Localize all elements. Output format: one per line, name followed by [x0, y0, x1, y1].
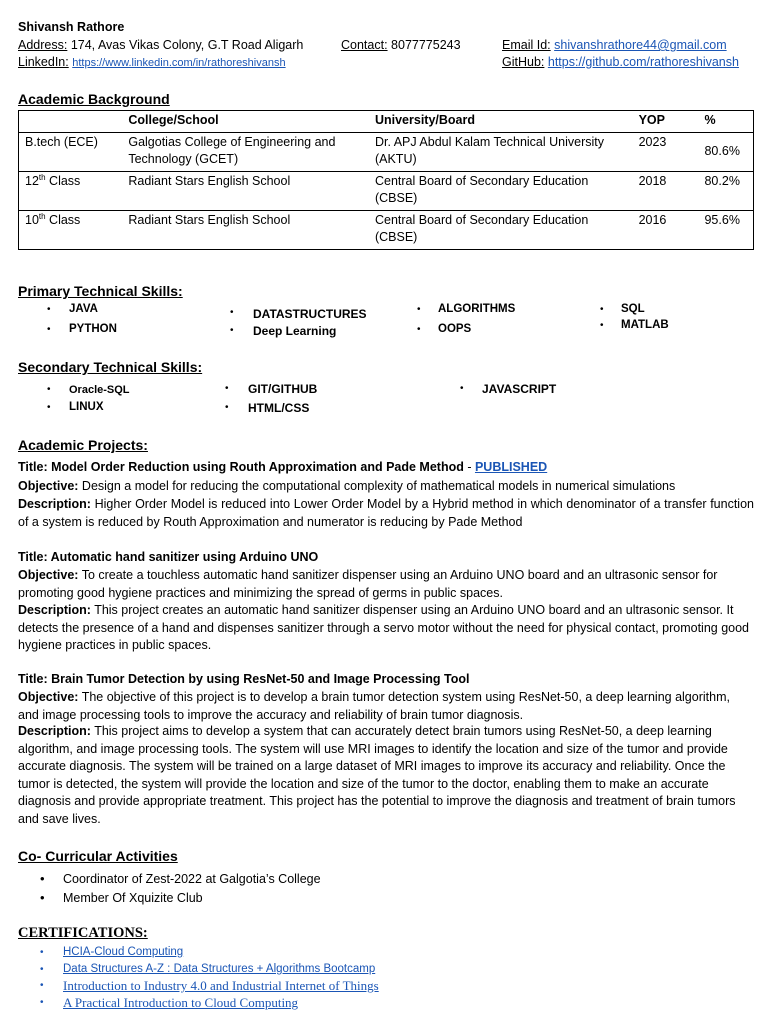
contact-value: 8077775243 — [391, 38, 461, 52]
bullet-icon: • — [225, 383, 229, 394]
bullet-icon: • — [230, 325, 234, 336]
project-title-text: Model Order Reduction using Routh Approximation and Pade Method — [51, 460, 464, 474]
bullet-icon: • — [40, 947, 44, 958]
skill-item: JAVA — [69, 303, 98, 315]
description-label: Description: — [18, 497, 91, 511]
degree-rest: Class — [45, 213, 81, 227]
percent-cell: 80.6% — [698, 133, 753, 172]
description-text: Higher Order Model is reduced into Lower Order Model by a Hybrid method in which denominator of a transfer function of a system is reduced by Routh Approximation and numerator is reducing by Pade Method — [18, 497, 754, 529]
objective-text: The objective of this project is to develop a brain tumor detection system using ResNet-50, a deep learning algorithm, and image processing tools to improve the accuracy and reliability of brain tumor diagnosis. — [18, 690, 730, 722]
linkedin-line — [18, 54, 286, 72]
objective-label: Objective: — [18, 479, 79, 493]
email-label: Email Id: — [502, 38, 551, 52]
title-label: Title: — [18, 672, 48, 686]
bullet-icon: • — [40, 964, 44, 975]
contact-line — [341, 37, 461, 54]
project-objective — [18, 567, 754, 602]
bullet-icon: • — [40, 890, 45, 905]
table-row — [19, 133, 754, 172]
skill-item: HTML/CSS — [248, 401, 310, 415]
co-curricular-heading: Co- Curricular Activities — [18, 848, 178, 864]
bullet-icon: • — [47, 304, 51, 315]
bullet-icon: • — [40, 980, 44, 991]
project-description — [18, 602, 754, 655]
address-label: Address: — [18, 38, 68, 52]
bullet-icon: • — [417, 324, 421, 335]
project-description — [18, 496, 754, 531]
degree-cell — [19, 211, 123, 250]
bullet-icon: • — [417, 304, 421, 315]
bullet-icon: • — [47, 324, 51, 335]
description-text: This project creates an automatic hand sanitizer dispenser using an Arduino UNO board and an ultrasonic sensor. It detects the presence of a hand and dispenses sanitizer through a servo motor without the need for physical contact, promoting good hygiene practices in public spaces. — [18, 603, 749, 652]
academic-heading: Academic Background — [18, 91, 170, 107]
address-line — [18, 37, 303, 54]
title-label: Title: — [18, 460, 48, 474]
project-title — [18, 459, 547, 476]
skill-item: PYTHON — [69, 323, 117, 335]
email-link[interactable]: shivanshrathore44@gmail.com — [554, 38, 727, 52]
bullet-icon: • — [225, 402, 229, 413]
bullet-icon: • — [600, 304, 604, 315]
skill-item: Oracle-SQL — [69, 384, 130, 396]
academic-table — [18, 110, 754, 250]
bullet-icon: • — [47, 402, 51, 413]
skill-item: Deep Learning — [253, 324, 337, 338]
certification-link[interactable]: Data Structures A-Z : Data Structures + Algorithms Bootcamp — [63, 963, 376, 975]
table-row — [19, 172, 754, 211]
projects-heading: Academic Projects: — [18, 437, 148, 453]
contact-label: Contact: — [341, 38, 388, 52]
skill-item: JAVASCRIPT — [482, 382, 557, 396]
linkedin-label: LinkedIn: — [18, 55, 69, 69]
objective-text: Design a model for reducing the computational complexity of mathematical models in numerical simulations — [81, 479, 676, 493]
degree-rest: Class — [45, 174, 81, 188]
percent-cell: 95.6% — [698, 211, 753, 250]
table-header: University/Board — [369, 111, 633, 133]
activity-item: Member Of Xquizite Club — [63, 891, 203, 905]
skill-item: MATLAB — [621, 319, 669, 331]
table-header — [19, 111, 123, 133]
college-cell: Radiant Stars English School — [122, 172, 369, 211]
certification-link[interactable]: Introduction to Industry 4.0 and Industrial Internet of Things — [63, 978, 379, 993]
degree-cell — [19, 172, 123, 211]
github-link[interactable]: https://github.com/rathoreshivansh — [547, 55, 739, 69]
skill-item: OOPS — [438, 323, 472, 335]
bullet-icon: • — [600, 320, 604, 331]
table-header: College/School — [122, 111, 369, 133]
skill-item: SQL — [621, 303, 645, 315]
board-cell: Central Board of Secondary Education (CBSE) — [369, 211, 633, 250]
skill-item: DATASTRUCTURES — [253, 307, 367, 321]
degree-cell: B.tech (ECE) — [19, 133, 123, 172]
project-title-text: Automatic hand sanitizer using Arduino UNO — [50, 550, 319, 564]
bullet-icon: • — [460, 383, 464, 394]
bullet-icon: • — [40, 997, 44, 1008]
project-description — [18, 723, 754, 828]
objective-label: Objective: — [18, 568, 79, 582]
project-objective — [18, 478, 754, 496]
project-title-text: Brain Tumor Detection by using ResNet-50 and Image Processing Tool — [51, 672, 470, 686]
bullet-icon: • — [47, 384, 51, 395]
percent-cell: 80.2% — [698, 172, 753, 211]
project-title — [18, 549, 318, 566]
project-title — [18, 671, 470, 688]
objective-label: Objective: — [18, 690, 79, 704]
yop-cell: 2018 — [633, 172, 699, 211]
certifications-heading: CERTIFICATIONS: — [18, 925, 148, 941]
degree-suffix: th — [38, 211, 46, 221]
bullet-icon: • — [230, 307, 234, 318]
candidate-name: Shivansh Rathore — [18, 20, 125, 34]
linkedin-link[interactable]: https://www.linkedin.com/in/rathoreshivansh — [72, 57, 286, 69]
table-row — [19, 211, 754, 250]
yop-cell: 2023 — [633, 133, 699, 172]
objective-text: To create a touchless automatic hand sanitizer dispenser using an Arduino UNO board and an ultrasonic sensor for promoting good hygiene practices and minimizing the spread of germs in public spaces. — [18, 568, 718, 600]
github-line — [502, 54, 739, 71]
skill-item: ALGORITHMS — [438, 303, 516, 315]
activity-item: Coordinator of Zest-2022 at Galgotia’s College — [63, 872, 321, 886]
published-link[interactable]: PUBLISHED — [474, 460, 548, 474]
bullet-icon: • — [40, 871, 45, 886]
certification-link[interactable]: A Practical Introduction to Cloud Computing — [63, 995, 299, 1010]
skill-item: LINUX — [69, 401, 104, 413]
secondary-skills-heading: Secondary Technical Skills: — [18, 359, 203, 375]
board-cell: Dr. APJ Abdul Kalam Technical University (AKTU) — [369, 133, 633, 172]
board-cell: Central Board of Secondary Education (CBSE) — [369, 172, 633, 211]
table-header: % — [698, 111, 753, 133]
description-text: This project aims to develop a system that can accurately detect brain tumors using ResNet-50, a deep learning algorithm, and image processing tools. The system will use MRI images to identify the location and size of the tumor and provide accurate diagnosis. The system will be trained on a large dataset of MRI images to improve its accuracy and reliability. Once the tumor is detected, the system will provide the location and size of the tumor to the doctor, enabling them to make an accurate diagnosis and provide appropriate treatment. This project has the potential to improve the diagnosis and treatment of brain tumors and save lives. — [18, 724, 736, 826]
certification-link[interactable]: HCIA-Cloud Computing — [63, 946, 184, 958]
title-separator: - — [463, 460, 475, 474]
yop-cell: 2016 — [633, 211, 699, 250]
degree-suffix: th — [38, 172, 46, 182]
college-cell: Galgotias College of Engineering and Technology (GCET) — [122, 133, 369, 172]
degree-number: 12 — [25, 174, 39, 188]
table-header: YOP — [633, 111, 699, 133]
github-label: GitHub: — [502, 55, 545, 69]
address-value: 174, Avas Vikas Colony, G.T Road Aligarh — [70, 38, 304, 52]
description-label: Description: — [18, 724, 91, 738]
degree-number: 10 — [25, 213, 39, 227]
primary-skills-heading: Primary Technical Skills: — [18, 283, 183, 299]
college-cell: Radiant Stars English School — [122, 211, 369, 250]
skill-item: GIT/GITHUB — [248, 382, 318, 396]
table-header-row — [19, 111, 754, 133]
project-objective — [18, 689, 754, 724]
email-line — [502, 37, 727, 54]
description-label: Description: — [18, 603, 91, 617]
title-label: Title: — [18, 550, 48, 564]
